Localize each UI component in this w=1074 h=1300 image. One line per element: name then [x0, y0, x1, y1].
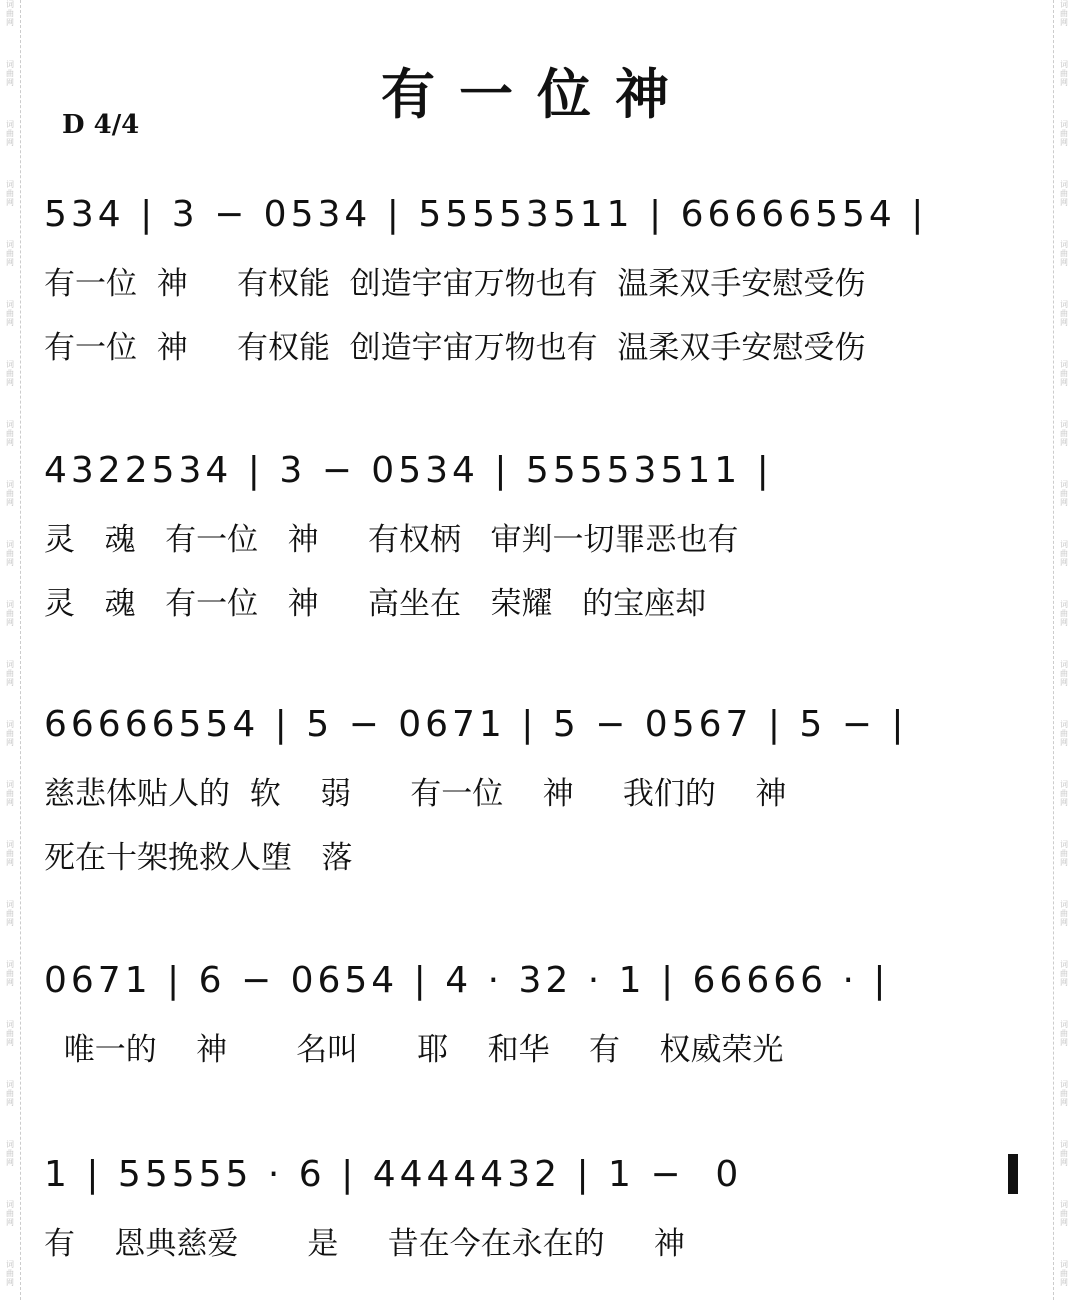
watermark-text: 词曲网 [6, 300, 14, 327]
watermark-text: 词曲网 [1060, 960, 1068, 987]
watermark-text: 词曲网 [1060, 300, 1068, 327]
watermark-text: 词曲网 [1060, 420, 1068, 447]
watermark-text: 词曲网 [6, 180, 14, 207]
watermark-text: 词曲网 [1060, 240, 1068, 267]
watermark-text: 词曲网 [6, 1020, 14, 1047]
lyric-line-3a: 慈悲体贴人的 软 弱 有一位 神 我们的 神 [44, 776, 787, 812]
notation-line-2: 4322534 | 3 − 0534 | 55553511 | [44, 450, 773, 491]
watermark-strip-right [1053, 0, 1074, 1300]
lyric-line-1a: 有一位 神 有权能 创造宇宙万物也有 温柔双手安慰受伤 [44, 266, 866, 302]
watermark-text: 词曲网 [1060, 540, 1068, 567]
watermark-text: 词曲网 [6, 840, 14, 867]
final-barline [1008, 1154, 1018, 1194]
watermark-text: 词曲网 [1060, 660, 1068, 687]
watermark-text: 词曲网 [6, 780, 14, 807]
watermark-text: 词曲网 [6, 1140, 14, 1167]
watermark-text: 词曲网 [6, 660, 14, 687]
watermark-strip-left [0, 0, 21, 1300]
watermark-text: 词曲网 [1060, 480, 1068, 507]
watermark-text: 词曲网 [6, 900, 14, 927]
watermark-text: 词曲网 [1060, 1020, 1068, 1047]
key-signature: D 4/4 [62, 110, 140, 140]
notation-line-3: 66666554 | 5 − 0671 | 5 − 0567 | 5 − | [44, 704, 908, 745]
watermark-text: 词曲网 [1060, 180, 1068, 207]
watermark-text: 词曲网 [6, 540, 14, 567]
watermark-text: 词曲网 [6, 120, 14, 147]
watermark-text: 词曲网 [6, 1080, 14, 1107]
watermark-text: 词曲网 [1060, 0, 1068, 27]
watermark-text: 词曲网 [6, 480, 14, 507]
watermark-text: 词曲网 [6, 1200, 14, 1227]
lyric-line-2b: 灵 魂 有一位 神 高坐在 荣耀 的宝座却 [44, 586, 707, 622]
watermark-text: 词曲网 [1060, 1200, 1068, 1227]
watermark-text: 词曲网 [6, 360, 14, 387]
watermark-text: 词曲网 [1060, 1260, 1068, 1287]
notation-line-5: 1 | 55555 · 6 | 4444432 | 1 − 0 [44, 1154, 743, 1195]
watermark-text: 词曲网 [6, 720, 14, 747]
watermark-text: 词曲网 [1060, 780, 1068, 807]
watermark-text: 词曲网 [6, 60, 14, 87]
watermark-text: 词曲网 [1060, 1140, 1068, 1167]
watermark-text: 词曲网 [6, 600, 14, 627]
lyric-line-4a: 唯一的 神 名叫 耶 和华 有 权威荣光 [44, 1032, 784, 1068]
watermark-text: 词曲网 [6, 1260, 14, 1287]
watermark-text: 词曲网 [6, 420, 14, 447]
watermark-text: 词曲网 [6, 960, 14, 987]
watermark-text: 词曲网 [1060, 600, 1068, 627]
watermark-text: 词曲网 [1060, 360, 1068, 387]
watermark-text: 词曲网 [1060, 840, 1068, 867]
lyric-line-5a: 有 恩典慈爱 是 昔在今在永在的 神 [44, 1226, 685, 1262]
song-title: 有一位神 [381, 62, 693, 126]
watermark-text: 词曲网 [1060, 1080, 1068, 1107]
watermark-text: 词曲网 [1060, 720, 1068, 747]
lyric-line-3b: 死在十架挽救人堕 落 [44, 840, 353, 876]
watermark-text: 词曲网 [6, 0, 14, 27]
notation-line-4: 0671 | 6 − 0654 | 4 · 32 · 1 | 66666 · | [44, 960, 890, 1001]
notation-line-1: 534 | 3 − 0534 | 55553511 | 66666554 | [44, 194, 928, 235]
watermark-text: 词曲网 [6, 240, 14, 267]
watermark-text: 词曲网 [1060, 120, 1068, 147]
watermark-text: 词曲网 [1060, 60, 1068, 87]
lyric-line-1b: 有一位 神 有权能 创造宇宙万物也有 温柔双手安慰受伤 [44, 330, 866, 366]
watermark-text: 词曲网 [1060, 900, 1068, 927]
lyric-line-2a: 灵 魂 有一位 神 有权柄 审判一切罪恶也有 [44, 522, 739, 558]
